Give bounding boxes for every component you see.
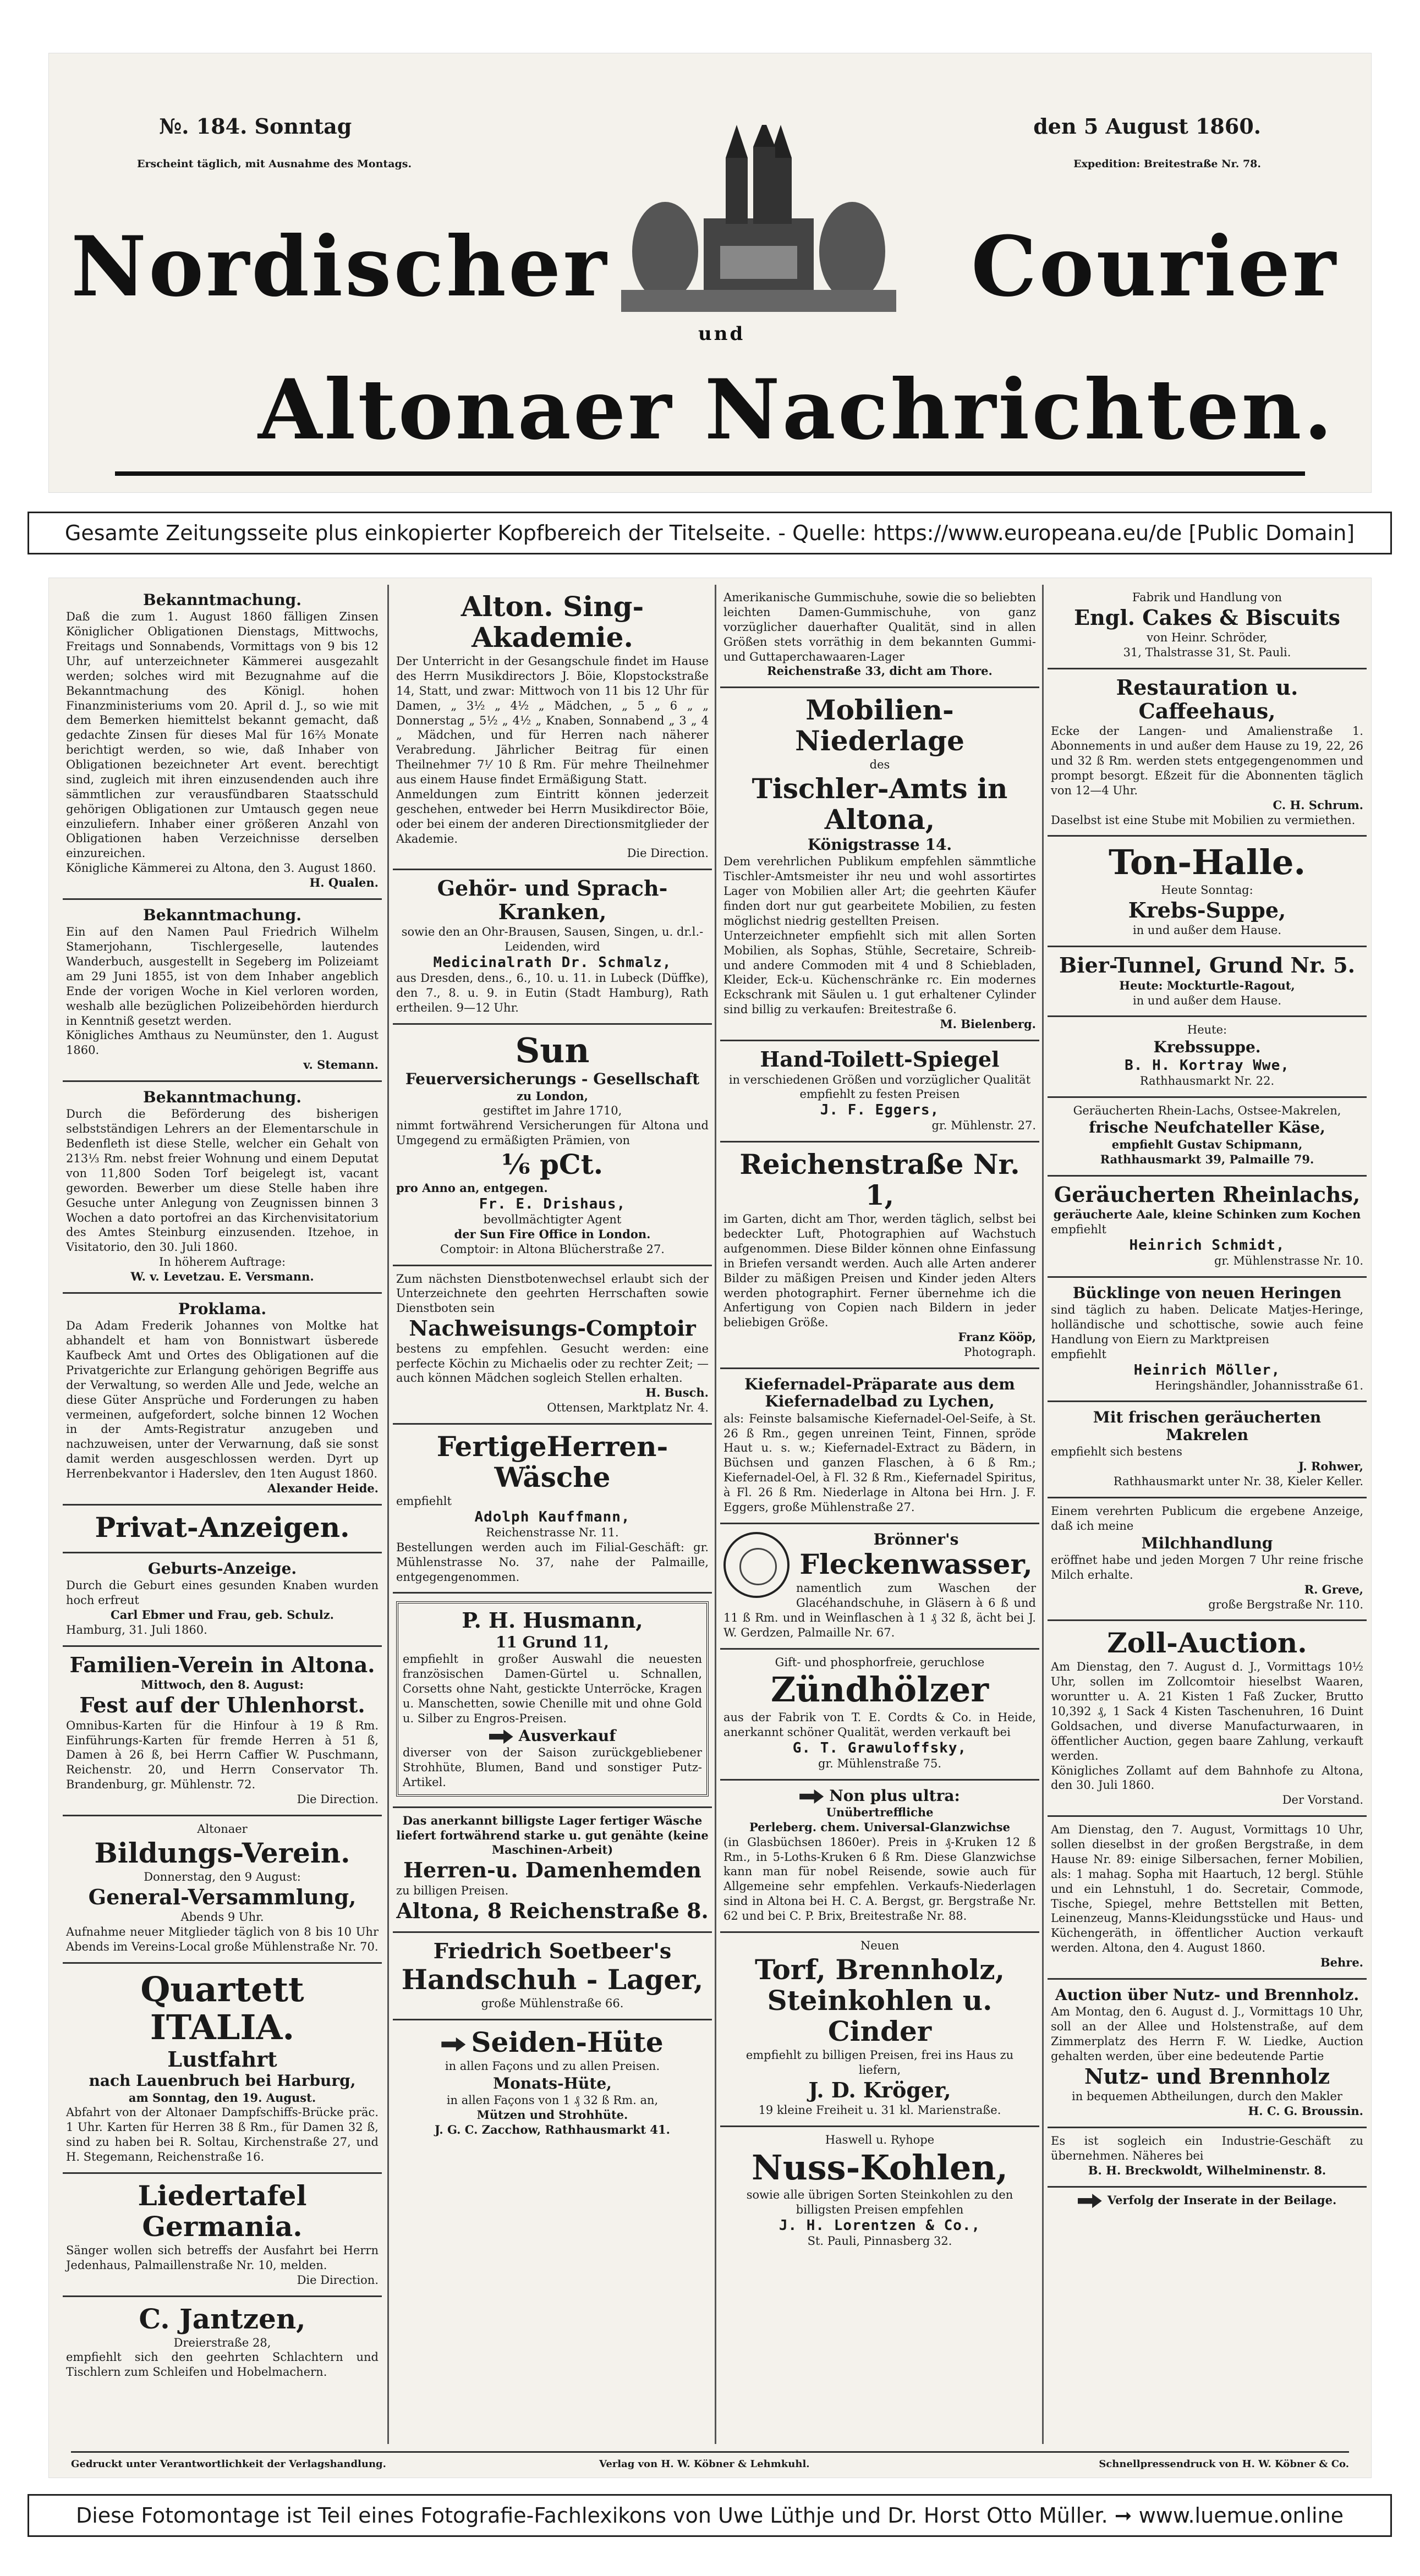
ad-sub: Mützen und Strohhüte. [476,2107,628,2122]
ad-text: aus der Fabrik von T. E. Cordts & Co. in Heide, anerkannt schöner Qualität, werden verkauft bei [723,1710,1036,1739]
ad-restauration [1048,669,1367,837]
ad-hemden [393,1808,712,1934]
ad-addr: Heringshändler, Johannisstraße 61. [1155,1378,1363,1392]
ad-addr: 11 Grund 11, [495,1633,610,1651]
ad-text: pro Anno an, entgegen. [396,1181,548,1195]
ad-title: General-Versammlung, [88,1884,357,1909]
column-1 [63,585,382,2444]
ad-seiden-huete [393,2020,712,2145]
ad-heading: Non plus ultra: [723,1787,1036,1804]
pointing-hand-icon [1078,2194,1102,2208]
ad-sub: empfiehlt [1051,1347,1106,1361]
seal-icon [723,1532,790,1598]
ad-addr: gr. Mühlenstrasse Nr. 10. [1214,1254,1363,1267]
caption-source: Gesamte Zeitungsseite plus einkopierter Kopfbereich der Titelseite. - Quelle: https://www.europeana.eu/de [Public Domain] [28,512,1392,554]
ad-zuendhoelzer [720,1650,1039,1781]
ad-addr: 31, Thalstrasse 31, St. Pauli. [1123,646,1291,660]
ad-name: H. C. G. Broussin. [1248,2104,1363,2118]
footer-mid: Verlag von H. W. Köbner & Lehmkuhl. [599,2458,810,2470]
column-4 [1048,585,1367,2444]
ad-text: Durch die Geburt eines gesunden Knaben wurden hoch erfreut [66,1579,379,1607]
notice-proklama [63,1294,382,1506]
ad-pre: Neuen [860,1938,900,1952]
ad-sub: Unübertreffliche [826,1805,934,1819]
ad-heading: Kiefernadel-Präparate aus dem Kiefernadelbad zu Lychen, [744,1375,1015,1411]
ad-line: nach Lauenbruch bei Harburg, [89,2072,356,2090]
notice-name: W. v. Levetzau. E. Versmann. [130,1270,314,1284]
ad-heading: Milchhandlung [1141,1534,1273,1552]
ad-des: des [869,758,890,772]
ad-addr: Dreierstraße 28, [173,2336,271,2349]
ad-text: in und außer dem Hause. [1133,993,1281,1007]
ad-sign: Die Direction. [297,1793,379,1806]
ad-name: J. G. C. Zacchow, Rathhausmarkt 41. [435,2122,670,2136]
notice-name: H. Qualen. [309,876,379,890]
newspaper-page [48,578,1372,2478]
notice-heading: Bekanntmachung. [143,1088,301,1107]
ad-text: Das anerkannt billigste Lager fertiger Wäsche liefert fortwährend starke u. gut genähte (keine Maschinen-Arbeit) [396,1813,709,1857]
notice-wanderbuch [63,900,382,1082]
notice-sign: Königliche Kämmerei zu Altona, den 3. August 1860. [66,861,376,875]
ad-buecklinge [1048,1278,1367,1403]
ad-text: Am Dienstag, den 7. August, Vormittags 10 Uhr, sollen dieselbst in der großen Bergstraße, in dem Hause Nr. 89: einige Silbersachen, ferner Mobilien, als: 1 mahag. Sopha mit Haartuch, 12 bergl. Stühle und ein Lehnstuhl, 1 do. Secretair, Commode, Tische, Spiegel, mehre Bettstellen mit Betten, Leinenzeug, Manns-Kleidungsstücke und Haus- und Küchengeräth, in öffentlicher Auction verkauft werden. Altona, den 4. August 1860. [1051,1823,1363,1955]
ad-heading: Herren-u. Damenhemden [403,1858,701,1883]
ad-heading: Liedertafel Germania. [138,2179,307,2243]
ad-title: Perleberg. chem. Universal-Glanzwichse [749,1820,1010,1834]
ad-heading: Nachweisungs-Comptoir [409,1316,696,1341]
ad-name: G. T. Grawuloffsky, [792,1739,967,1756]
ad-heading: Bildungs-Verein. [94,1836,350,1869]
ad-fleckenwasser [720,1524,1039,1650]
hat-icon [441,2037,465,2052]
ad-name: Franz Kööp, [958,1330,1036,1344]
ad-date: am Sonntag, den 19. August. [128,2090,316,2105]
ad-name: Heinrich Schmidt, [1129,1237,1285,1254]
notice-name: Alexander Heide. [267,1481,379,1495]
ad-heading: Tischler-Amts in Altona, [752,772,1008,836]
ad-heading: C. Jantzen, [139,2302,306,2335]
ad-text: namentlich zum Waschen der Glacéhandschuhe, in Gläsern à 6 ß und 11 ß Rm. und in Weinflaschen à 1 ₰ 32 ß, ächt bei J. W. Gerdzen, Palmaille Nr. 67. [723,1581,1036,1639]
ad-text: geräucherte Aale, kleine Schinken zum Kochen [1053,1207,1361,1222]
ad-sign: Die Direction. [297,2273,379,2287]
ad-heading: Bücklinge von neuen Heringen [1072,1283,1342,1302]
ad-sub: Feuerversicherungs - Gesellschaft [405,1070,700,1089]
office-note: Expedition: Breitestraße Nr. 78. [1073,158,1261,170]
ad-text: Verfolg der Inserate in der Beilage. [1051,2193,1363,2209]
notice-heading: Bekanntmachung. [143,591,301,609]
ad-pre: Brönner's [873,1530,959,1548]
ad-name: C. H. Schrum. [1273,798,1363,812]
ad-text: Unterzeichneter empfiehlt sich mit allen Sorten Mobilien, als Sophas, Stühle, Secretaire, Schreib- und andere Commoden mit 4 und 8 Schiebladen, Kleider, Eck-u. Küchenschränke rc. Ein modernes Eckschrank mit Säulen u. 1 gut erhaltener Cylinder sind billig zu verkaufen: Breitestraße 6. [723,929,1036,1017]
ad-photograph [720,1143,1039,1369]
notice-sign: Königliches Amthaus zu Neumünster, den 1. August 1860. [66,1029,379,1057]
ad-nachweisungs-comptoir [393,1266,712,1425]
ad-addr: große Mühlenstraße 66. [481,1996,624,2010]
ad-text: (in Glasbüchsen 1860er). Preis in ₰-Kruken 12 ß Rm., in 5-Loths-Kruken 6 ß Rm. Diese Glanzwichse kann man für nobel Reisende, sowie auch für Allgemeine sehr empfehlen. Verkaufs-Niederlagen sind in Altona bei H. C. A. Bergst, gr. Bergstraße Nr. 62 und bei C. P. Brix, Breitestraße Nr. 88. [723,1835,1036,1923]
ad-name: Heinrich Möller, [1133,1361,1281,1378]
ad-sub: empfiehlt [1051,1222,1106,1236]
ad-text: Dem verehrlichen Publikum empfehlen sämmtliche Tischler-Amtsmeister ihr neu und wohl assortirtes Lager von Mobilien aller Art; die geehrten Käufer finden dort nur gut gearbeitete Mobilien, zu festen möglichst niedrig gestellten Preisen. [723,855,1036,927]
ad-heading: Hand-Toilett-Spiegel [760,1046,1000,1072]
issue-number: №. 184. Sonntag [159,114,352,139]
ad-text: Aufnahme neuer Mitglieder täglich von 8 bis 10 Uhr Abends im Vereins-Local große Mühlenstraße Nr. 70. [66,1925,379,1953]
ad-heading: P. H. Husmann, [462,1608,643,1633]
appears-note: Erscheint täglich, mit Ausnahme des Montags. [137,158,412,170]
ad-text: Geräucherten Rhein-Lachs, Ostsee-Makrelen, [1073,1103,1341,1117]
ad-text: aus Dresden, dens., 6., 10. u. 11. in Lubeck (Düffke), den 7., 8. u. 9. in Eutin (Stadt Hamburg), Rath ertheilen. 9—12 Uhr. [396,971,709,1014]
ad-text: Anmeldungen zum Eintritt können jederzeit geschehen, entweder bei Herrn Musikdirector Böie, oder bei einem der anderen Directionsmitglieder der Akademie. [396,787,709,845]
ad-name: Fr. E. Drishaus, [479,1195,626,1212]
ad-sign: Die Direction. [627,847,709,860]
ad-beilage-note [1048,2188,1367,2216]
ad-zoll-auction [1048,1621,1367,1817]
ad-text: Der Unterricht in der Gesangschule findet im Hause des Herrn Musikdirectors J. Böie, Klopstockstraße 14, Statt, und zwar: Mittwoch von 11 bis 12 Uhr für Damen, „ 3½ „ 4½ „ Mädchen, „ 5 „ 6 „ „ Donnerstag „ 5½ „ 4½ „ Knaben, Sonnabend „ 3 „ 4 „ Mädchen, und für Herren nach näherer Verabredung. Jährlicher Beitrag für einen Theilnehmer 7⅟ 10 ß Rm. Für mehre Theilnehmer aus einem Hause findet Ermäßigung Statt. [396,655,709,786]
ad-text: empfiehlt in großer Auswahl die neuesten französischen Damen-Gürtel u. Schnallen, Corsetts ohne Naht, gestickte Unterröcke, Kragen u. Manschetten, sowie Chenille mit und ohne Gold u. Silber zu Engros-Preisen. [403,1652,702,1725]
footer-left: Gedruckt unter Verantwortlichkeit der Verlagshandlung. [71,2458,386,2470]
ad-text: diverser von der Saison zurückgebliebener Strohhüte, Blumen, Band und sonstiger Putz-Artikel. [403,1746,702,1789]
ad-nuss-kohlen [720,2127,1039,2256]
ad-heading: Torf, Brennholz, Steinkohlen u. Cinder [754,1953,1005,2047]
notice-kaemmerei [63,585,382,900]
notice-sub: In höherem Auftrage: [158,1255,286,1269]
ad-text: Abfahrt von der Altonaer Dampfschiffs-Brücke präc. 1 Uhr. Karten für Herren 38 ß Rm., für Damen 32 ß, sind zu haben bei R. Soltau, Kirchenstraße 27, und H. Stegemann, Reichenstraße 16. [66,2106,379,2164]
notice-text: Ein auf den Namen Paul Friedrich Wilhelm Stamerjohann, Tischlergeselle, lautendes Wanderbuch, ausgestellt in Segeberg im Polizeiamt am 29 Juni 1855, ist von dem Inhaber angeblich Ende der vorigen Woche in Kiel verloren worden, weshalb alle bezüglichen Polizeibehörden hierdurch in Kenntniß gesetzt werden. [66,925,379,1028]
issue-date: den 5 August 1860. [1033,114,1261,139]
ad-name: H. Busch. [645,1386,709,1400]
ad-heading: Sun [515,1030,590,1070]
ad-text: Sänger wollen sich betreffs der Ausfahrt bei Herrn Jedenhaus, Palmaillenstraße Nr. 10, melden. [66,2243,379,2272]
ad-bier-tunnel [1048,947,1367,1017]
ad-addr: große Bergstraße Nr. 110. [1208,1597,1363,1611]
ad-heading: Reichenstraße Nr. 1, [739,1148,1020,1212]
ad-title: Photograph. [963,1345,1036,1359]
ad-ton-halle [1048,837,1367,947]
ad-office: der Sun Fire Office in London. [454,1227,651,1241]
masthead [48,53,1372,493]
ad-sun-insurance [393,1025,712,1266]
ad-cakes-biscuits [1048,585,1367,669]
ad-sub: Lustfahrt [167,2046,277,2072]
ad-addr: Rathhausmarkt 39, Palmaille 79. [1100,1152,1314,1166]
ad-sub: Monats-Hüte, [493,2074,612,2092]
pointing-hand-icon [799,1789,824,1804]
ad-heading: Nuss-Kohlen, [752,2147,1008,2188]
ad-heading: Friedrich Soetbeer's [433,1938,672,1964]
ad-text: in verschiedenen Größen und vorzüglicher Qualität empfiehlt zu festen Preisen [728,1073,1031,1101]
ad-soetbeer [393,1933,712,2020]
ad-place: zu London, [517,1089,588,1103]
ad-brennholz-auction [1048,1980,1367,2128]
ad-heading: Krebssuppe. [1153,1038,1261,1057]
ad-text: Omnibus-Karten für die Hinfour à 19 ß Rm. Einführungs-Karten für fremde Herren à 51 ß, Damen à 26 ß, bei Herrn Caffier W. Puschmann, Reichenstr. 20, und Herrn Conservator Th. Brandenburg, gr. Mühlenstr. 72. [66,1718,379,1792]
ad-addr: Königstrasse 14. [807,836,952,854]
ad-name: J. H. Lorentzen & Co., [778,2217,981,2234]
ad-milchhandlung [1048,1498,1367,1622]
ad-birth [63,1553,382,1647]
notice-heading: Proklama. [178,1299,267,1318]
ad-torf-brennholz [720,1933,1039,2127]
ad-sign: Königliches Zollamt auf dem Bahnhofe zu Altona, den 30. Juli 1860. [1051,1764,1363,1792]
ad-text: sowie den an Ohr-Brausen, Sausen, Singen, u. dr.l.-Leidenden, wird [401,925,704,954]
masthead-rule [115,471,1305,476]
ad-name: B. H. Kortray Wwe, [1125,1057,1290,1074]
ad-text: sind täglich zu haben. Delicate Matjes-Heringe, holländische und schottische, sowie auch feine Handlung von Eiern zu Marktpreisen [1051,1303,1363,1346]
ad-heading: Mobilien-Niederlage [795,694,964,757]
ad-heading: Zündhölzer [770,1669,989,1710]
ad-rheinlachs [1048,1177,1367,1278]
ad-sub: empfiehlt [396,1495,452,1508]
ad-mobilien-auction [1048,1817,1367,1980]
ad-mobilien [720,688,1039,1041]
ad-bildungs-verein [63,1816,382,1964]
ad-heading: Geräucherten Rheinlachs, [1054,1182,1361,1207]
ad-heading: Nutz- und Brennholz [1084,2063,1330,2089]
ad-name: M. Bielenberg. [940,1017,1036,1031]
ad-name: J. D. Kröger, [808,2077,951,2102]
ad-text: Bestellungen werden auch im Filial-Geschäft: gr. Mühlenstrasse No. 37, nahe der Palmaille, entgegengenommen. [396,1540,709,1584]
ad-year: gestiftet im Jahre 1710, [483,1104,622,1118]
ad-text: empfiehlt sich den geehrten Schlachtern und Tischlern zum Schleifen und Hobelmachern. [66,2350,379,2379]
ad-heading: Restauration u. Caffeehaus, [1116,675,1298,723]
ad-jantzen [63,2297,382,2388]
ad-pre: Haswell u. Ryhope [825,2133,935,2146]
ad-addr: Rathhausmarkt unter Nr. 38, Kieler Keller. [1113,1474,1363,1488]
ad-name: empfiehlt Gustav Schipmann, [1111,1137,1303,1151]
ad-date: Donnerstag, den 9 August: [144,1870,301,1883]
ad-heading: Alton. Sing-Akademie. [460,590,644,653]
ad-name: Adolph Kauffmann, [474,1508,630,1525]
ad-makrelen [1048,1402,1367,1498]
ad-pre: Altonaer [197,1822,248,1836]
notice-text: Da Adam Frederik Johannes von Moltke hat abhandelt et ham von Bonnistwart üsberede Kaufbeck Amt und Ortes des Obligationen auf die Privatgerichte zur Erlangung gehörigen Begriffe aus der Verwaltung, so werden Alle und Jede, welche an diese Güter Ansprüche und Forderungen zu haben vermeinen, aufgefordert, solche binnen 12 Wochen in der Amts-Registratur anzugeben und nachzuweisen, unter der Verwarnung, daß sie sonst damit werden ausgeschlossen werden. Dyrt up Herrenbekvantor i Haderslev, den 1ten August 1860. [66,1319,379,1481]
ad-text: als: Feinste balsamische Kiefernadel-Oel-Seife, à St. 26 ß Rm., gegen unreinen Teint, Finnen, spröde Haut u. s. w.; Kiefernadel-Extract zu Bädern, in Büchsen und ganzen Flaschen, à 6 ß Rm.; Kiefernadel-Oel, à Fl. 32 ß Rm., Kiefernadel Spiritus, à Fl. 26 ß Rm. Niederlage in Altona bei Hrn. J. F. Eggers, große Mühlenstraße 27. [723,1411,1036,1514]
notice-heading: Bekanntmachung. [143,905,301,924]
notice-text: Durch die Beförderung des bisherigen selbstständigen Lehrers an der Elementarschule in Bedenfleth ist diese Stelle, welcher ein Gehalt von 213⅓ Rm. nebst freier Wohnung und einem Deputat von 11,800 Soden Torf beigelegt ist, vacant geworden. Bewerber um diese Stelle haben ihre Gesuche unter Anlegung von Zeugnissen binnen 3 Wochen a dato portofrei an das Kirchenvisitatorium des Amtes Steinburg einzusenden. Itzehoe, in Visitatorio, den 30. Juli 1860. [66,1107,379,1254]
ad-addr: gr. Mühlenstr. 27. [931,1119,1036,1133]
ad-krebssuppe [1048,1017,1367,1097]
ad-heading: Fleckenwasser, [799,1548,1033,1581]
ad-name: Der Vorstand. [1282,1793,1363,1807]
ad-addr: Reichenstraße 33, dicht am Thore. [767,664,993,678]
ad-title: bevollmächtigter Agent [483,1212,622,1226]
notice-text: Daß die zum 1. August 1860 fälligen Zinsen Königlicher Obligationen Dienstags, Mittwochs, Freitags und Sonnabends, Vormittags von 9 bis 12 Uhr, auf unterzeichneter Kämmerei ausgezahlt werden; solches wird mit Bezugnahme auf die Bekanntmachung des Königl. hohen Finanzministeriums vom 20. April d. J., so wie mit dem Bemerken hiemittelst bekannt gemacht, daß gedachte Zinsen für dieses Mal für 16⅔ Monate berichtigt werden, so wie, daß Inhaber von Obligationen bezeichneter Art event. berechtigt sind, zugleich mit ihren einzusendenden auch ihre sämmtlichen zur verausfündbaren Staatsschuld gehörigen Obligationen zur Umtausch gegen neue einzuliefern. Inhaber einer größeren Anzahl von Obligationen haben Verzeichnisse derselben einzureichen. [66,610,379,860]
ad-sub: Mittwoch, den 8. August: [140,1678,304,1692]
ad-heading: Bier-Tunnel, Grund Nr. 5. [1059,953,1355,978]
ad-addr: Rathhausmarkt Nr. 22. [1139,1074,1275,1087]
ad-sub: Heute: Mockturtle-Ragout, [1119,978,1295,992]
title-nordischer: Nordischer [71,218,609,315]
ad-name: R. Greve, [1304,1582,1363,1596]
ad-pre: Fabrik und Handlung von [1132,591,1282,604]
ad-name: J. F. Eggers, [820,1102,940,1119]
ad-text: sowie alle übrigen Sorten Steinkohlen zu den billigsten Preisen empfehlen [746,2188,1013,2217]
column-3 [720,585,1039,2444]
ad-gehoer-kranke [393,870,712,1024]
ad-text: im Garten, dicht am Thor, werden täglich, selbst bei bedeckter Luft, Photographien auf Wachstuch aufgenommen. Diese Bilder können ohne Einfassung in Briefen versandt werden. Auch alle Arten anderer Bilder zu mäßigen Preisen und Kinder jeden Alters werden photographirt. Ferner übernehme ich die Anfertigung von Copien nach Bildern in jeder beliebigen Größe. [723,1212,1036,1330]
ad-heading: Engl. Cakes & Biscuits [1074,605,1340,630]
ad-sub: zu billigen Preisen. [396,1883,509,1897]
ad-text: in bequemen Abtheilungen, durch den Makler [1072,2090,1342,2103]
ad-text: Amerikanische Gummischuhe, sowie die so beliebten leichten Damen-Gummischuhe, von ganz vorzüglicher dauerhafter Qualität, sind in allen Größen stets vorräthig in dem bekannten Gummi- und Guttaperchawaaren-Lager [723,591,1036,663]
ad-schipmann [1048,1098,1367,1177]
ad-frame [396,1601,709,1796]
ad-text: in allen Façons von 1 ₰ 32 ß Rm. an, [446,2093,659,2107]
title-courier: Courier [971,218,1338,315]
ad-name: J. Rohwer, [1298,1459,1363,1474]
ad-sub: empfiehlt sich bestens [1051,1445,1182,1459]
ad-industrie-geschaeft [1048,2128,1367,2188]
ad-husmann [393,1594,712,1808]
ad-heading: Geburts-Anzeige. [147,1559,297,1578]
notice-name: v. Stemann. [303,1058,379,1072]
ad-pre: Heute: [1187,1023,1227,1037]
ad-gummischuhe [720,585,1039,688]
ad-glanzwichse [720,1781,1039,1933]
title-altonaer-nachrichten: Altonaer Nachrichten. [258,361,1335,458]
ad-sing-akademie [393,585,712,870]
ad-text: Zum nächsten Dienstbotenwechsel erlaubt sich der Unterzeichnete den geehrten Herrschaften sowie Dienstboten sein [396,1272,709,1315]
ad-heading: Ton-Halle. [1108,842,1306,883]
ad-time: Abends 9 Uhr. [180,1910,264,1924]
ad-text: in allen Façons und zu allen Preisen. [445,2059,660,2073]
ad-familien-verein [63,1647,382,1816]
ad-rate: ⅙ pCt. [501,1148,604,1181]
ad-kiefernadel [720,1369,1039,1524]
ad-title: Fest auf der Uhlenhorst. [79,1693,365,1718]
ad-text: nimmt fortwährend Versicherungen für Altona und Umgegend zu ermäßigten Prämien, von [396,1119,709,1147]
ad-text: Am Montag, den 6. August d. J., Vormittags 10 Uhr, soll an der Allee und Holstenstraße, auf dem Zimmerplatz des Herrn F. W. Liedke, Auction gehalten werden, über eine bedeutende Partie [1051,2005,1363,2063]
ad-name: B. H. Breckwoldt, Wilhelminenstr. 8. [1088,2163,1326,2177]
ad-text: eröffnet habe und jeden Morgen 7 Uhr reine frische Milch erhalte. [1051,1553,1363,1581]
ad-addr: St. Pauli, Pinnasberg 32. [807,2234,952,2248]
city-vignette-illustration [621,125,896,312]
ad-text: bestens zu empfehlen. Gesucht werden: eine perfecte Köchin zu Michaelis oder zu rechter Zeit; — auch können Mädchen sogleich Stellen erhalten. [396,1342,709,1385]
ad-quartett-italia [63,1964,382,2174]
ad-name: von Heinr. Schröder, [1147,631,1268,645]
ad-heading: frische Neufchateller Käse, [1089,1118,1325,1137]
ad-heading: Auction über Nutz- und Brennholz. [1055,1985,1359,2004]
column-divider [1042,585,1044,2444]
ad-herren-waesche [393,1425,712,1594]
ad-text: in und außer dem Hause. [1133,924,1281,937]
ad-heading: Mit frischen geräucherten Makrelen [1093,1408,1322,1444]
ad-title: Krebs-Suppe, [1128,897,1286,922]
section-heading: Privat-Anzeigen. [95,1511,350,1544]
private-ads-section [63,1506,382,1553]
ad-text: Es ist sogleich ein Industrie-Geschäft zu übernehmen. Näheres bei [1051,2134,1363,2162]
column-divider [715,585,716,2444]
ad-text: Ecke der Langen- und Amalienstraße 1. Abonnements in und außer dem Hause zu 19, 22, 26 und 32 ß Rm. werden stets entgegengenommen und prompt besorgt. Eßzeit für die Abonnenten täglich von 12—4 Uhr. [1051,724,1363,797]
ad-addr: Ottensen, Marktplatz Nr. 4. [547,1401,709,1415]
ad-text: Einem verehrten Publicum die ergebene Anzeige, daß ich meine [1051,1504,1363,1533]
ad-name: Carl Ebmer und Frau, geb. Schulz. [110,1607,334,1622]
notice-lehrer [63,1082,382,1294]
pointing-hand-icon [489,1729,513,1744]
caption-lexicon: Diese Fotomontage ist Teil eines Fotografie-Fachlexikons von Uwe Lüthje und Dr. Horst Otto Müller. ➞ www.luemue.online [28,2494,1392,2537]
ad-sub: Heute Sonntag: [1161,883,1253,897]
ad-name: Medicinalrath Dr. Schmalz, [433,954,672,971]
ad-spiegel [720,1041,1039,1143]
ad-heading: Quartett ITALIA. [140,1969,304,2048]
ad-sub: Handschuh - Lager, [401,1963,704,1996]
ad-addr: 19 kleine Freiheit u. 31 kl. Marienstraße. [758,2103,1001,2117]
ad-liedertafel [63,2174,382,2297]
ad-text: Gift- und phosphorfreie, geruchlose [775,1655,985,1669]
ad-text: Daselbst ist eine Stube mit Mobilien zu vermiethen. [1051,813,1356,827]
ad-name: Behre. [1320,1956,1363,1969]
column-divider [387,585,389,2444]
ad-heading: Zoll-Auction. [1107,1627,1307,1660]
ad-addr: Reichenstrasse Nr. 11. [486,1525,619,1539]
ad-place: Hamburg, 31. Juli 1860. [66,1623,207,1636]
column-2 [393,585,712,2444]
ad-addr: gr. Mühlenstraße 75. [818,1756,942,1770]
ad-addr: Comptoir: in Altona Blücherstraße 27. [440,1242,665,1256]
ad-heading: Gehör- und Sprach-Kranken, [437,876,668,924]
title-und: und [698,323,745,345]
footer-right: Schnellpressendruck von H. W. Köbner & Co. [1099,2458,1349,2470]
ad-text: Am Dienstag, den 7. August d. J., Vormittags 10½ Uhr, sollen im Zollcomtoir hieselbst Waaren, woruntter u. A. 21 Kisten 1 Faß Zucker, Brutto 10,392 ₰, 1 Sack 4 Kisten Taschenuhren, 16 Duint Goldsachen, und diverse Manufacturwaaren, in öffentlicher Auction, gegen baare Zahlung, verkauft werden. [1051,1660,1363,1762]
ad-heading: Familien-Verein in Altona. [69,1652,375,1677]
ad-text: empfiehlt zu billigen Preisen, frei ins Haus zu liefern, [745,2048,1014,2077]
ad-heading: Seiden-Hüte [396,2027,709,2058]
ad-heading: FertigeHerren-Wäsche [436,1430,668,1494]
ad-sale: Ausverkauf [403,1727,702,1744]
footer-rule [71,2451,1349,2453]
ad-addr: Altona, 8 Reichenstraße 8. [396,1898,709,1923]
